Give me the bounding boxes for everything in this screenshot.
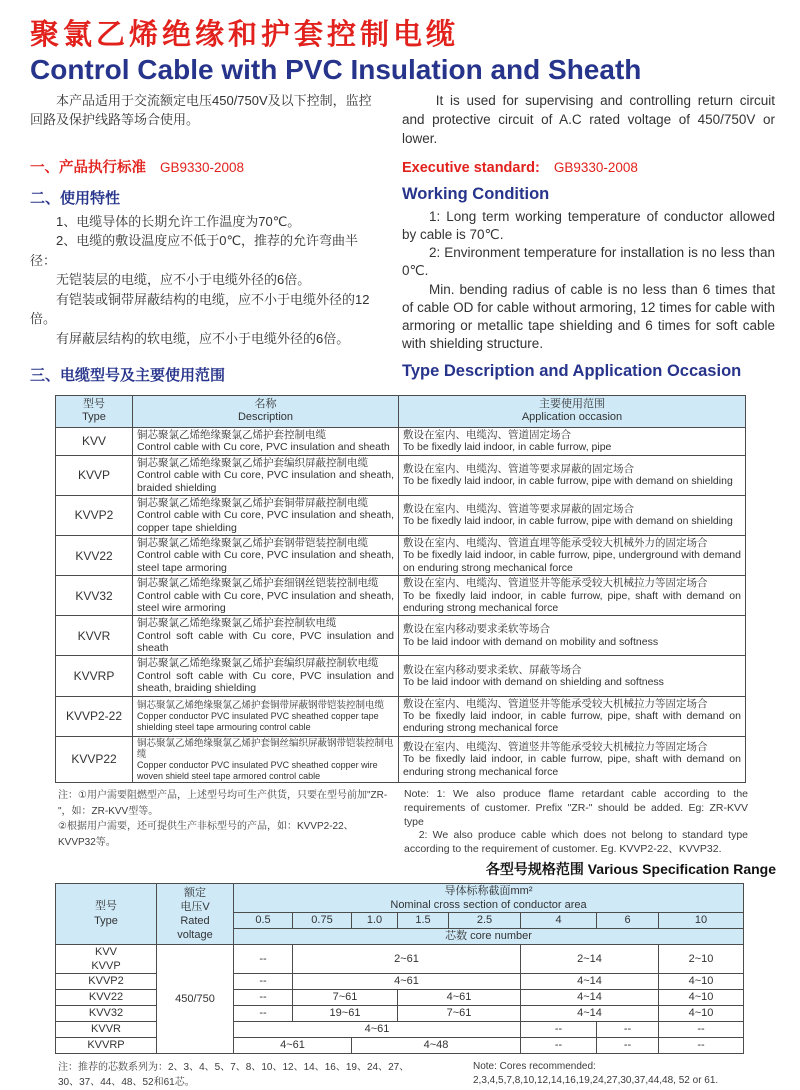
size-col-header: 0.75 [293, 913, 352, 929]
table-row [56, 428, 746, 456]
application-cn: 敷设在室内、电缆沟、管道直埋等能承受较大机械外力的固定场合 [403, 537, 708, 549]
usage-title-cn: 二、使用特性 [30, 189, 121, 207]
core-range-cell: 19~61 [293, 1006, 398, 1022]
intro-paragraph-en: It is used for supervising and controlling return circuit and protective circuit of A.C rated voltage of 450/750V or lower. [402, 93, 775, 146]
application-cell [399, 428, 746, 456]
core-range-cell: 4~10 [659, 990, 744, 1006]
description-cn: 铜芯聚氯乙烯绝缘聚氯乙烯护套编织屏蔽控制软电缆 [137, 657, 379, 670]
usage-line: 2、电缆的敷设温度应不低于0℃，推荐的允许弯曲半径： [30, 233, 359, 268]
description-cell [133, 576, 399, 616]
description-cn: 铜芯聚氯乙烯绝缘聚氯乙烯护套细钢丝铠装控制电缆 [137, 577, 379, 590]
note-en-line: 2: We also produce cable which does not belong to standard type according to the requirement of customer. Eg. KVVP2-22、KVVP32. [404, 829, 748, 855]
note-cn-line: ②根据用户需要，还可提供生产非标型号的产品，如：KVVP2-22、KVVP32等。 [58, 821, 354, 848]
core-range-cell: 2~61 [293, 945, 521, 974]
usage-line: 无铠装层的电缆，应不小于电缆外径的6倍。 [56, 272, 311, 288]
cable-type-cell: KVVP22 [56, 736, 133, 783]
cable-type-cell: KVV32 [56, 576, 133, 616]
application-en: To be laid indoor with demand on shielding and softness [403, 675, 664, 688]
spec-type-cell: KVV KVVP [56, 945, 157, 974]
application-cn: 敷设在室内移动要求柔软等场合 [403, 623, 550, 636]
standard-value-cn: GB9330-2008 [160, 159, 245, 175]
table-row [56, 495, 746, 535]
bottom-note-cn: 注：推荐的芯数系列为：2、3、4、5、7、8、10、12、14、16、19、24、27、30、37、44、48、52和61芯。 [58, 1062, 410, 1089]
cable-type-cell: KVVP2-22 [56, 696, 133, 736]
spec-row [56, 945, 744, 974]
table-row [56, 616, 746, 656]
description-en: Control cable with Cu core, PVC insulation and sheath, steel wire armoring [137, 589, 394, 614]
application-en: To be fixedly laid indoor, in cable furrow, pipe, shaft with demand on enduring strong mechanical force [403, 709, 741, 735]
type-description-table [55, 395, 746, 784]
application-cn: 敷设在室内、电缆沟、管道固定场合 [403, 429, 571, 441]
description-cn: 铜芯聚氯乙烯绝缘聚氯乙烯护套铜丝编织屏蔽钢带铠装控制电缆 [137, 737, 394, 760]
table-row [56, 656, 746, 696]
description-cell [133, 428, 399, 456]
table-row [56, 536, 746, 576]
core-range-cell: -- [597, 1022, 659, 1038]
cable-type-cell: KVVP2 [56, 495, 133, 535]
core-range-cell: -- [234, 945, 293, 974]
core-range-cell: 2~14 [521, 945, 659, 974]
executive-standard-row [30, 156, 775, 177]
spec-header-voltage-cell: 额定 电压V Rated voltage [157, 884, 234, 945]
core-range-cell: -- [659, 1038, 744, 1054]
rated-voltage-cell: 450/750 [157, 945, 234, 1054]
core-range-cell: -- [521, 1022, 597, 1038]
header-application-cell: 主要使用范围 Application occasion [399, 395, 746, 428]
table-row [56, 736, 746, 783]
description-cn: 铜芯聚氯乙烯绝缘聚氯乙烯护套编织屏蔽控制电缆 [137, 456, 368, 469]
page-title-en: Control Cable with PVC Insulation and Sheath [30, 53, 642, 85]
specification-range-table [55, 883, 744, 1054]
size-col-header: 1.0 [352, 913, 398, 929]
type-section-title-en: Type Description and Application Occasion [402, 361, 742, 380]
type-section-title-cn: 三、电缆型号及主要使用范围 [30, 366, 226, 384]
standard-value-en: GB9330-2008 [553, 159, 638, 175]
description-en: Copper conductor PVC insulated PVC sheathed copper tape shielding steel tape armouring control cable [137, 711, 379, 732]
application-cell [399, 736, 746, 783]
application-cell [399, 536, 746, 576]
core-range-cell: 4~10 [659, 1006, 744, 1022]
description-cell [133, 736, 399, 783]
description-cell [133, 656, 399, 696]
size-col-header: 6 [597, 913, 659, 929]
description-cn: 铜芯聚氯乙烯绝缘聚氯乙烯护套铜带屏蔽钢带铠装控制电缆 [137, 699, 385, 711]
core-range-cell: 7~61 [398, 1006, 521, 1022]
application-cell [399, 455, 746, 495]
description-cell [133, 536, 399, 576]
working-condition-section [30, 183, 775, 354]
core-range-cell: 4~14 [521, 1006, 659, 1022]
application-cn: 敷设在室内、电缆沟、管道竖井等能承受较大机械拉力等固定场合 [403, 697, 708, 710]
type-section-titles [30, 360, 775, 389]
core-range-cell: 4~61 [234, 1022, 521, 1038]
bottom-note-en: Note: Cores recommended: 2,3,4,5,7,8,10,12,14,16,19,24,27,30,37,44,48, 52 or 61. [473, 1061, 719, 1087]
size-col-header: 1.5 [398, 913, 449, 929]
core-range-cell: -- [521, 1038, 597, 1054]
core-range-cell: 4~61 [398, 990, 521, 1006]
spec-type-cell: KVV22 [56, 990, 157, 1006]
intro-section [30, 92, 775, 149]
core-range-cell: -- [659, 1022, 744, 1038]
application-cn: 敷设在室内、电缆沟、管道等要求屏蔽的固定场合 [403, 462, 634, 475]
description-cell [133, 696, 399, 736]
spec-type-cell: KVVRP [56, 1038, 157, 1054]
core-range-cell: 4~14 [521, 974, 659, 990]
table-row [56, 455, 746, 495]
cable-type-cell: KVV22 [56, 536, 133, 576]
working-condition-para: Min. bending radius of cable is no less than 6 times that of cable OD for cable without armoring, 12 times for cable with armoring or metallic tape shielding and 6 times for soft cable with shielding structure. [402, 281, 775, 352]
description-cn: 铜芯聚氯乙烯绝缘聚氯乙烯护套控制电缆 [137, 429, 326, 441]
application-cell [399, 576, 746, 616]
application-cell [399, 696, 746, 736]
application-en: To be fixedly laid indoor, in cable furrow, pipe with demand on shielding [403, 475, 733, 488]
type-table-notes [58, 788, 748, 856]
core-range-cell: -- [234, 1006, 293, 1022]
description-en: Control cable with Cu core, PVC insulation and sheath [137, 441, 390, 454]
description-cell [133, 616, 399, 656]
cable-type-cell: KVVR [56, 616, 133, 656]
application-cn: 敷设在室内、电缆沟、管道竖井等能承受较大机械拉力等固定场合 [403, 577, 708, 590]
core-range-cell: -- [234, 990, 293, 1006]
table-header-row [56, 395, 746, 428]
application-en: To be fixedly laid indoor, in cable furrow, pipe, shaft with demand on enduring strong mechanical force [403, 753, 741, 778]
cable-type-cell: KVVRP [56, 656, 133, 696]
core-range-cell: 4~10 [659, 974, 744, 990]
description-en: Control cable with Cu core, PVC insulation and sheath, copper tape shielding [137, 509, 394, 534]
size-col-header: 2.5 [449, 913, 521, 929]
application-cn: 敷设在室内移动要求柔软、屏蔽等场合 [403, 663, 582, 676]
application-cn: 敷设在室内、电缆沟、管道竖井等能承受较大机械拉力等固定场合 [403, 740, 708, 753]
usage-line: 有屏蔽层结构的软电缆，应不小于电缆外径的6倍。 [56, 330, 350, 346]
core-range-cell: 4~61 [293, 974, 521, 990]
core-number-header: 芯数 core number [234, 929, 744, 945]
application-cell [399, 656, 746, 696]
core-range-cell: -- [234, 974, 293, 990]
working-condition-title-en: Working Condition [402, 184, 550, 203]
description-cell [133, 495, 399, 535]
note-cn-line: 注：①用户需要阻燃型产品，上述型号均可生产供货，只要在型号前加"ZR-"，如：ZR-KVV型等。 [58, 790, 388, 817]
application-cn: 敷设在室内、电缆沟、管道等要求屏蔽的固定场合 [403, 503, 634, 516]
header-description-cell: 名称 Description [133, 395, 399, 428]
core-range-cell: 4~48 [352, 1038, 521, 1054]
working-condition-para: 2: Environment temperature for installation is no less than 0℃. [402, 245, 775, 279]
spec-header-row [56, 884, 744, 913]
page-title-cn: 聚氯乙烯绝缘和护套控制电缆 [30, 19, 460, 51]
size-col-header: 0.5 [234, 913, 293, 929]
application-en: To be fixedly laid indoor, in cable furrow, pipe [403, 441, 612, 454]
note-en-line: Note: 1: We also produce flame retardant cable according to the requirements of customer. Prefix "ZR-" should be added. Eg: ZR-KVV type [404, 788, 748, 828]
description-cn: 铜芯聚氯乙烯绝缘聚氯乙烯护套铜带屏蔽控制电缆 [137, 496, 368, 509]
application-en: To be fixedly laid indoor, in cable furrow, pipe with demand on shielding [403, 515, 733, 528]
application-en: To be laid indoor with demand on mobility and softness [403, 635, 659, 648]
application-cell [399, 616, 746, 656]
spec-type-cell: KVVR [56, 1022, 157, 1038]
description-cn: 铜芯聚氯乙烯绝缘聚氯乙烯护套控制软电缆 [137, 617, 337, 630]
intro-paragraph-cn: 本产品适用于交流额定电压450/750V及以下控制，监控回路及保护线路等场合使用。 [30, 93, 372, 127]
description-en: Copper conductor PVC insulated PVC sheathed copper wire woven shield steel tape armored control cable [137, 760, 378, 781]
core-range-cell: 4~14 [521, 990, 659, 1006]
description-cn: 铜芯聚氯乙烯绝缘聚氯乙烯护套钢带铠装控制电缆 [137, 537, 368, 549]
description-cell [133, 455, 399, 495]
header-type-cell: 型号 Type [56, 395, 133, 428]
core-range-cell: 4~61 [234, 1038, 352, 1054]
size-col-header: 10 [659, 913, 744, 929]
core-range-cell: -- [597, 1038, 659, 1054]
spec-type-cell: KVVP2 [56, 974, 157, 990]
usage-line: 1、电缆导体的长期允许工作温度为70℃。 [56, 213, 301, 229]
description-en: Control cable with Cu core, PVC insulation and sheath, steel tape armoring [137, 549, 394, 574]
bottom-notes [58, 1060, 758, 1090]
usage-line: 有铠装或铜带屏蔽结构的电缆，应不小于电缆外径的12倍。 [30, 291, 370, 327]
description-en: Control cable with Cu core, PVC insulation and sheath, braided shielding [137, 469, 394, 494]
spec-header-type-cell: 型号 Type [56, 884, 157, 945]
core-range-cell: 2~10 [659, 945, 744, 974]
cable-type-cell: KVV [56, 428, 133, 456]
standard-label-en: Executive standard: [402, 159, 540, 176]
table-row [56, 576, 746, 616]
description-en: Control soft cable with Cu core, PVC insulation and sheath [137, 629, 394, 654]
spec-header-cross-section-cell: 导体标称截面mm² Nominal cross section of conductor area [234, 884, 744, 913]
application-cell [399, 495, 746, 535]
application-en: To be fixedly laid indoor, in cable furrow, pipe, shaft with demand on enduring strong mechanical force [403, 589, 741, 614]
size-col-header: 4 [521, 913, 597, 929]
core-range-cell: 7~61 [293, 990, 398, 1006]
spec-type-cell: KVV32 [56, 1006, 157, 1022]
cable-type-cell: KVVP [56, 455, 133, 495]
application-en: To be fixedly laid indoor, in cable furrow, pipe, underground with demand on enduring strong mechanical force [403, 549, 741, 574]
spec-range-heading: 各型号规格范围 Various Specification Range [485, 861, 776, 878]
description-en: Control soft cable with Cu core, PVC insulation and sheath, braiding shielding [137, 669, 394, 695]
table-row [56, 696, 746, 736]
standard-label-cn: 一、产品执行标准 [30, 159, 146, 176]
working-condition-para: 1: Long term working temperature of conductor allowed by cable is 70℃. [402, 208, 775, 242]
